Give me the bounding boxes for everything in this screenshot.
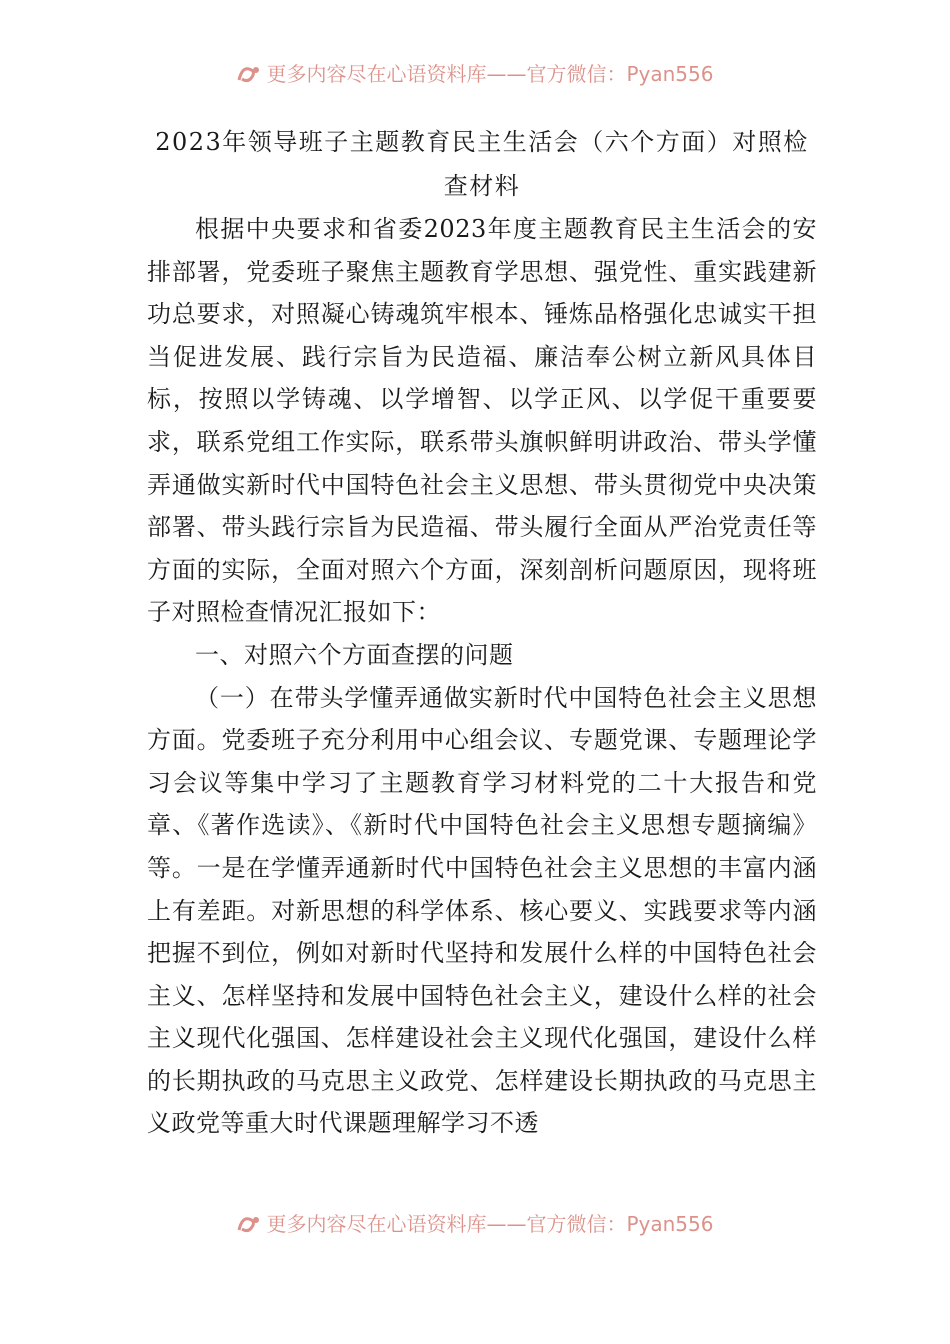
intro-paragraph: 根据中央要求和省委2023年度主题教育民主生活会的安排部署，党委班子聚焦主题教育学思想、强党性、重实践建新功总要求，对照凝心铸魂筑牢根本、锤炼品格强化忠诚实干担当促进发展、践行宗旨为民造福、廉洁奉公树立新风具体目标，按照以学铸魂、以学增智、以学正风、以学促干重要要求，联系党组工作实际，联系带头旗帜鲜明讲政治、带头学懂弄通做实新时代中国特色社会主义思想、带头贯彻党中央决策部署、带头践行宗旨为民造福、带头履行全面从严治党责任等方面的实际，全面对照六个方面，深刻剖析问题原因，现将班子对照检查情况汇报如下： [147,215,817,627]
section-heading: 一、对照六个方面查摆的问题 [195,640,514,669]
brand-logo-icon [236,64,262,84]
brand-logo-icon [236,1214,262,1234]
watermark-text: 更多内容尽在心语资料库——官方微信：Pyan556 [266,1212,714,1236]
watermark-text: 更多内容尽在心语资料库——官方微信：Pyan556 [266,62,714,86]
document-body [147,120,817,1145]
section-paragraph: （一）在带头学懂弄通做实新时代中国特色社会主义思想方面。党委班子充分利用中心组会议、专题党课、专题理论学习会议等集中学习了主题教育学习材料党的二十大报告和党章、《著作选读》、《新时代中国特色社会主义思想专题摘编》等。一是在学懂弄通新时代中国特色社会主义思想的丰富内涵上有差距。对新思想的科学体系、核心要义、实践要求等内涵把握不到位，例如对新时代坚持和发展什么样的中国特色社会主义、怎样坚持和发展中国特色社会主义，建设什么样的社会主义现代化强国、怎样建设社会主义现代化强国，建设什么样的长期执政的马克思主义政党、怎样建设长期执政的马克思主义政党等重大时代课题理解学习不透 [147,683,817,1138]
watermark-banner-top [0,58,950,88]
watermark-banner-bottom [0,1208,950,1238]
document-title: 2023年领导班子主题教育民主生活会（六个方面）对照检查材料 [155,128,809,200]
